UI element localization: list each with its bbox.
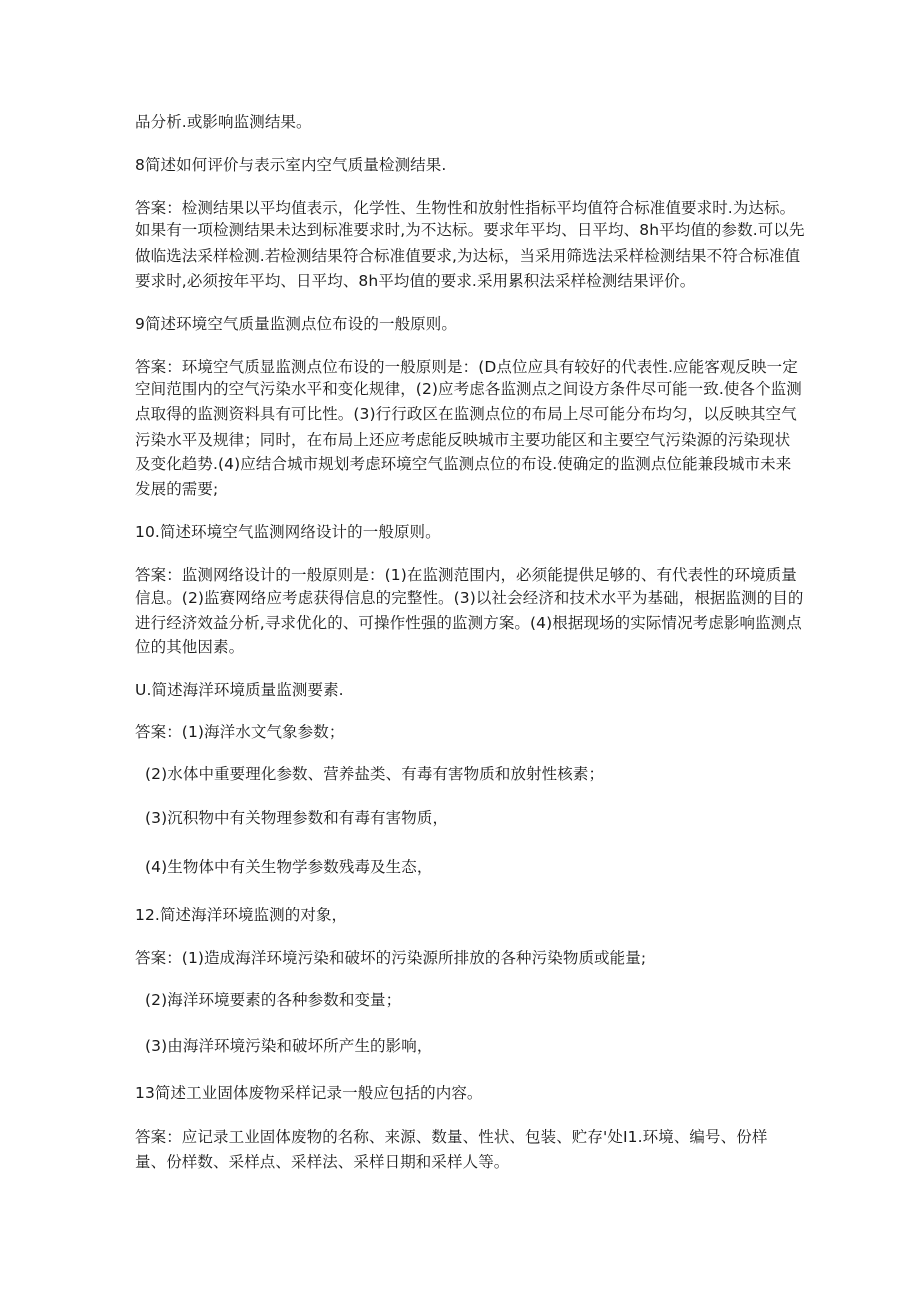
- answer-9-line-3: 点取得的监测资料具有可比性。(3)行行政区在监测点位的布局上尽可能分布均匀，以反映其空气: [135, 405, 797, 423]
- answer-8-line-4: 要求时,必须按年平均、日平均、8h平均值的要求.采用累积法采样检测结果评价。: [135, 272, 696, 290]
- question-11: U.简述海洋环境质量监测要素.: [135, 681, 344, 699]
- answer-11-item-4: (4)生物体中有关生物学参数残毒及生态，: [145, 858, 433, 876]
- answer-13-line-2: 量、份样数、采样点、采样法、采样日期和采样人等。: [135, 1153, 510, 1171]
- answer-10-line-4: 位的其他因素。: [135, 638, 245, 656]
- answer-9-line-2: 空间范围内的空气污染水平和变化规律，(2)应考虑各监测点之间设方条件尽可能一致.使各个监测: [135, 380, 802, 398]
- answer-11-item-1: 答案：(1)海洋水文气象参数；: [135, 723, 345, 741]
- answer-10-line-1: 答案：监测网络设计的一般原则是：(1)在监测范围内，必须能提供足够的、有代表性的环境质量: [135, 566, 797, 584]
- answer-10-line-2: 信息。(2)监赛网络应考虑获得信息的完整性。(3)以社会经济和技术水平为基础，根据监测的目的: [135, 589, 804, 607]
- question-8: 8简述如何评价与表示室内空气质量检测结果.: [135, 156, 447, 174]
- answer-9-line-1: 答案：环境空气质显监测点位布设的一般原则是：(D点位应具有较好的代表性.应能客观反映一定: [135, 358, 798, 376]
- answer-11-item-2: (2)水体中重要理化参数、营养盐类、有毒有害物质和放射性核素；: [145, 765, 605, 783]
- question-13: 13简述工业固体废物采样记录一般应包括的内容。: [135, 1084, 483, 1102]
- answer-8-line-2: 如果有一项检测结果未达到标准要求时,为不达标。要求年平均、日平均、8h平均值的参数.可以先: [135, 221, 805, 239]
- question-9: 9简述环境空气质量监测点位布设的一般原则。: [135, 315, 457, 333]
- answer-11-item-3: (3)沉积物中有关物理参数和有毒有害物质，: [145, 809, 449, 827]
- answer-13-line-1: 答案：应记录工业固体废物的名称、来源、数量、性状、包装、贮存'处I1.环境、编号、份样: [135, 1128, 768, 1146]
- answer-10-line-3: 进行经济效益分析,寻求优化的、可操作性强的监测方案。(4)根据现场的实际情况考虑影响监测点: [135, 614, 802, 632]
- answer-12-item-3: (3)由海洋环境污染和破坏所产生的影响，: [145, 1037, 433, 1055]
- question-10: 10.简述环境空气监测网络设计的一般原则。: [135, 523, 441, 541]
- answer-9-line-6: 发展的需要;: [135, 480, 219, 498]
- answer-9-line-4: 污染水平及规律；同时，在布局上还应考虑能反映城市主要功能区和主要空气污染源的污染现状: [135, 431, 791, 449]
- answer-8-line-1: 答案：检测结果以平均值表示，化学性、生物性和放射性指标平均值符合标准值要求时.为达标。: [135, 199, 796, 217]
- answer-9-line-5: 及变化趋势.(4)应结合城市规划考虑环境空气监测点位的布设.使确定的监测点位能兼段城市未来: [135, 455, 792, 473]
- answer-12-item-1: 答案：(1)造成海洋环境污染和破坏的污染源所排放的各种污染物质或能量;: [135, 949, 647, 967]
- question-12: 12.简述海洋环境监测的对象，: [135, 906, 348, 924]
- answer-12-item-2: (2)海洋环境要素的各种参数和变量；: [145, 991, 402, 1009]
- answer-8-line-3: 做临选法采样检测.若检测结果符合标准值要求,为达标，当采用筛选法采样检测结果不符合标准值: [135, 247, 801, 265]
- text-line: 品分析.或影响监测结果。: [135, 113, 312, 131]
